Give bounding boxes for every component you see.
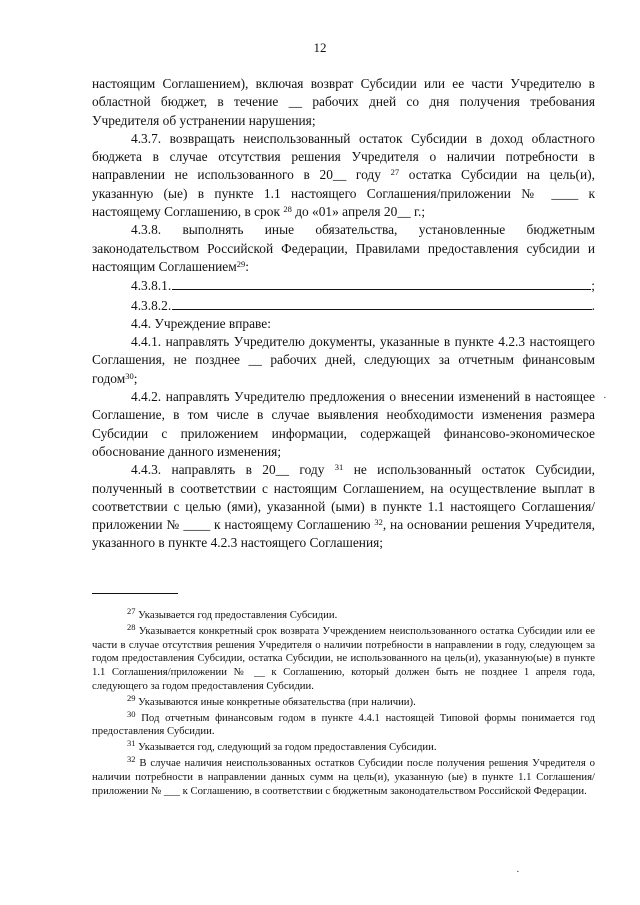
footnote-29: $^{29}$ Указываются иные конкретные обязательства (при наличии).: [127, 692, 416, 708]
footnote-30: $^{30}$ Под отчетным финансовым годом в пункте 4.4.1 настоящей Типовой формы понимается год предоставления Субсидии.: [92, 708, 595, 738]
footnote-ref-29[interactable]: 29: [236, 258, 246, 269]
footnote-separator: [92, 593, 178, 594]
paragraph-4-3-8: 4.3.8. выполнять иные обязательства, установленные бюджетным законодательством Российской Федерации, Правилами предоставления субсидии и настоящим Соглашением$^{29}$:: [92, 222, 595, 274]
paragraph-4-4-2: 4.4.2. направлять Учредителю предложения о внесении изменений в настоящее Соглашение, в том числе в случае выявления необходимости изменения размера Субсидии с приложением информации, содержащей финансово-экономическое обоснование данного изменения;: [92, 389, 595, 459]
document-body: [92, 75, 595, 553]
paragraph-4-4-3: 4.4.3. направлять в 20__ году $^{31}$ не использованный остаток Субсидии, полученный в соответствии с настоящим Соглашением, на осуществление выплат в соответствии с целью (ями), указанной (ыми) в пункте 1.1 настоящего Соглашения/приложении № ____ к настоящему Соглашению $^{32}$, на основании решения Учредителя, указанного в пункте 4.2.3 настоящего Соглашения;: [92, 462, 596, 551]
footnote-ref-27[interactable]: 27: [390, 167, 400, 178]
footnote-ref-31[interactable]: 31: [334, 462, 344, 473]
footnote-ref-32[interactable]: 32: [374, 517, 383, 528]
page-number: 12: [313, 40, 327, 55]
blank-line-4-3-8-1: 4.3.8.1. ;: [131, 278, 595, 294]
footnote-ref-28[interactable]: 28: [283, 204, 292, 215]
blank-line-4-3-8-2: 4.3.8.2. .: [131, 297, 595, 313]
paragraph-4-3-7: 4.3.7. возвращать неиспользованный остаток Субсидии в доход областного бюджета в случае отсутствия решения Учредителя о наличии потребности в направлении не использованного в 20__ году $^{27}$ остатка Субсидии на цель(и), указанную (ые) в пункте 1.1 настоящего Соглашения/приложении № ____ к настоящему Соглашению, в срок $^{28}$ до «01» апреля 20__ г.;: [92, 130, 595, 220]
footnote-28: $^{28}$ Указывается конкретный срок возврата Учреждением неиспользованного остатка Субсидии или ее части в случае отсутствия решения Учредителя о наличии потребности в направлении в году, следующем за годом предоставления Субсидии, остатка Субсидии, не использованного на цель(и), указанную(ые) в пункте 1.1 Соглашения/приложении № __ к Соглашению, который должен быть не позднее 1 апреля года, следующего за годом предоставления Субсидии.: [92, 621, 596, 692]
paragraph-continuation: настоящим Соглашением), включая возврат Субсидии или ее части Учредителю в областной бюджет, в течение __ рабочих дней со дня получения требования Учредителя об устранении нарушения;: [92, 76, 595, 128]
paragraph-4-4-1: 4.4.1. направлять Учредителю документы, указанные в пункте 4.2.3 настоящего Соглашения, не позднее __ рабочих дней, следующих за отчетным финансовым годом$^{30}$;: [92, 334, 595, 386]
footnotes: [92, 606, 596, 800]
footnote-ref-30[interactable]: 30: [125, 370, 134, 381]
footnote-27: $^{27}$ Указывается год предоставления Субсидии.: [127, 606, 338, 621]
scan-speck: ·: [603, 392, 607, 404]
scan-speck: ·: [516, 866, 520, 878]
footnote-32: $^{32}$ В случае наличия неиспользованных остатков Субсидии после получения решения Учредителя о наличии потребности в направлении данных сумм на цель(и), указанную (ые) в пункте 1.1 Соглашения/приложении № ___ к Соглашению, в соответствии с бюджетным законодательством Российской Федерации.: [92, 753, 595, 797]
paragraph-4-4: 4.4. Учреждение вправе:: [131, 315, 271, 331]
footnote-31: $^{31}$ Указывается год, следующий за годом предоставления Субсидии.: [127, 738, 437, 754]
fill-in-underline: [172, 276, 591, 290]
fill-in-underline: [172, 296, 591, 310]
